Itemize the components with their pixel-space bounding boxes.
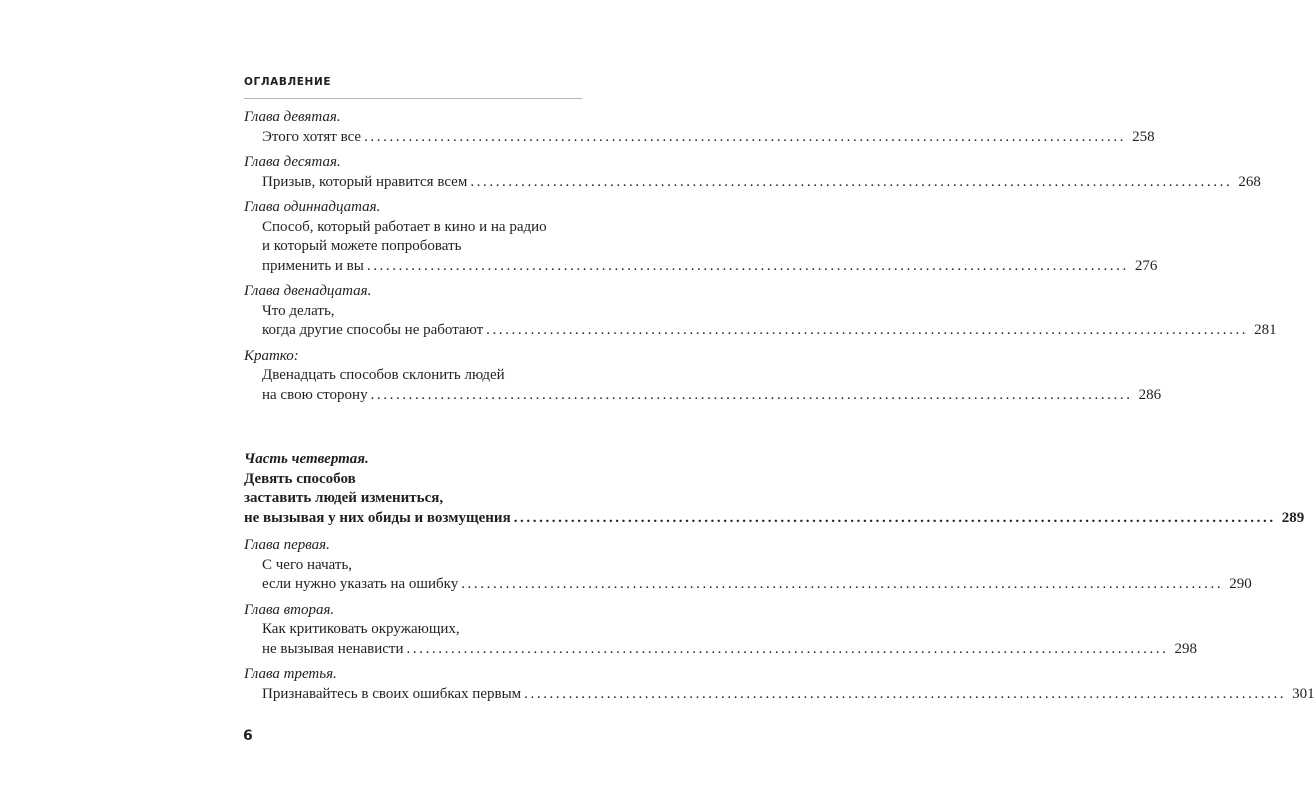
page-ref: 290 bbox=[1229, 576, 1252, 592]
dot-leader: ........................................................................................................................ bbox=[364, 128, 1127, 145]
dot-leader: ........................................................................................................................ bbox=[461, 576, 1224, 592]
table-of-contents bbox=[244, 108, 1315, 710]
entry-text: не вызывая у них обиды и возмущения bbox=[244, 509, 511, 526]
toc-entry bbox=[244, 108, 1155, 147]
entry-line bbox=[244, 640, 1198, 660]
toc-part-entry bbox=[244, 450, 1305, 528]
dot-leader: ........................................................................................................................ bbox=[470, 173, 1233, 190]
entry-line bbox=[244, 128, 1155, 148]
entry-line: Двенадцать способов склонить людей bbox=[262, 367, 505, 383]
toc-entry bbox=[244, 601, 1198, 660]
entry-line bbox=[244, 173, 1261, 193]
entry-title: Глава десятая. bbox=[244, 154, 341, 170]
header-rule bbox=[244, 98, 582, 99]
entry-text: Этого хотят все bbox=[262, 128, 362, 145]
toc-entry bbox=[244, 282, 1277, 341]
entry-title: Глава первая. bbox=[244, 537, 330, 553]
dot-leader: ........................................................................................................................ bbox=[486, 322, 1249, 338]
entry-text: если нужно указать на ошибку bbox=[262, 576, 459, 592]
entry-line bbox=[244, 321, 1277, 341]
entry-line: Девять способов bbox=[244, 470, 356, 487]
toc-entry bbox=[244, 198, 1158, 276]
entry-title: Кратко: bbox=[244, 347, 299, 364]
entry-text: когда другие способы не работают bbox=[262, 322, 484, 338]
part-title: Часть четвертая. bbox=[244, 451, 369, 467]
entry-line: Способ, который работает в кино и на радио bbox=[262, 218, 547, 235]
entry-line bbox=[244, 575, 1252, 595]
entry-text: Признавайтесь в своих ошибках первым bbox=[262, 685, 522, 702]
entry-line: и который можете попробовать bbox=[262, 238, 462, 254]
toc-entry bbox=[244, 153, 1261, 192]
page-number: 6 bbox=[243, 728, 253, 744]
entry-title: Глава двенадцатая. bbox=[244, 283, 372, 299]
entry-line: С чего начать, bbox=[262, 556, 353, 573]
entry-text: не вызывая ненависти bbox=[262, 640, 404, 657]
page-ref: 298 bbox=[1174, 640, 1198, 657]
entry-line bbox=[244, 509, 1305, 529]
entry-text: Призыв, который нравится всем bbox=[262, 173, 468, 190]
entry-text: на свою сторону bbox=[262, 386, 368, 403]
entry-title: Глава одиннадцатая. bbox=[244, 199, 381, 215]
toc-entry bbox=[244, 536, 1252, 595]
toc-entry bbox=[244, 347, 1162, 406]
page-ref: 301 bbox=[1292, 685, 1315, 702]
toc-entry bbox=[244, 665, 1315, 704]
dot-leader: ........................................................................................................................ bbox=[370, 386, 1133, 403]
entry-title: Глава третья. bbox=[244, 666, 337, 682]
page-ref: 268 bbox=[1238, 173, 1261, 190]
section-header: ОГЛАВЛЕНИЕ bbox=[244, 76, 332, 88]
dot-leader: ........................................................................................................................ bbox=[524, 685, 1287, 702]
page-ref: 276 bbox=[1134, 257, 1158, 274]
entry-line bbox=[244, 685, 1315, 705]
page-ref: 258 bbox=[1132, 128, 1155, 145]
entry-title: Глава девятая. bbox=[244, 109, 341, 125]
entry-title: Глава вторая. bbox=[244, 601, 335, 618]
dot-leader: ........................................................................................................................ bbox=[513, 509, 1276, 526]
entry-line bbox=[244, 386, 1162, 406]
dot-leader: ........................................................................................................................ bbox=[366, 257, 1129, 274]
dot-leader: ........................................................................................................................ bbox=[406, 640, 1169, 657]
entry-line: Что делать, bbox=[262, 302, 335, 319]
page-ref: 289 bbox=[1281, 509, 1305, 526]
entry-line bbox=[244, 257, 1158, 277]
entry-text: применить и вы bbox=[262, 257, 364, 274]
page-ref: 286 bbox=[1138, 386, 1162, 403]
page-ref: 281 bbox=[1254, 322, 1277, 338]
entry-line: заставить людей измениться, bbox=[244, 490, 444, 506]
entry-line: Как критиковать окружающих, bbox=[262, 621, 460, 637]
